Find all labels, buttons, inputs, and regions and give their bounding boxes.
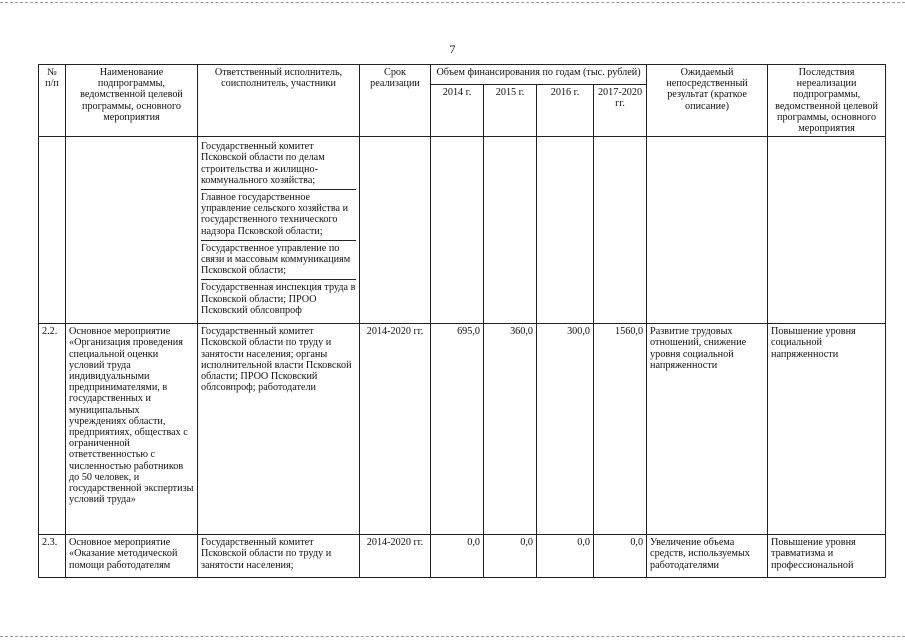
row-responsible: Государственный комитет Псковской области по труду и занятости населения; органы исполнительной власти Псковской области; ПРОО Псковский облсовпроф; работодатели <box>198 324 360 535</box>
row-num: 2.2. <box>39 324 66 535</box>
row-funding-2017-2020: 0,0 <box>594 535 647 578</box>
table-row <box>39 324 886 535</box>
scan-edge-bottom <box>0 636 905 637</box>
page-number: 7 <box>449 42 456 56</box>
row-funding-2016: 0,0 <box>537 535 594 578</box>
row-funding-2017-2020: 1560,0 <box>594 324 647 535</box>
continuation-responsible <box>198 137 360 324</box>
row-name: Основное мероприятие «Оказание методической помощи работодателям <box>66 535 198 578</box>
header-year-2017-2020: 2017-2020 гг. <box>594 85 647 137</box>
header-name: Наименование подпрограммы, ведомственной целевой программы, основного мероприятия <box>66 65 198 137</box>
header-funding: Объем финансирования по годам (тыс. рублей) <box>431 65 647 85</box>
row-funding-2014: 695,0 <box>431 324 484 535</box>
header-row <box>39 65 886 85</box>
row-responsible: Государственный комитет Псковской области по труду и занятости населения; <box>198 535 360 578</box>
row-name: Основное мероприятие «Организация проведения специальной оценки условий труда индивидуальными предпринимателями, в государственных и муниципальных учреждениях области, предприятиях, обществах с ограниченной ответственностью с численностью работников до 50 человек, и государственной экспертизы условий труда» <box>66 324 198 535</box>
row-result: Развитие трудовых отношений, снижение уровня социальной напряженности <box>647 324 768 535</box>
row-funding-2014: 0,0 <box>431 535 484 578</box>
header-consequences: Последствия нереализации подпрограммы, ведомственной целевой программы, основного мероприятия <box>768 65 886 137</box>
header-year-2015: 2015 г. <box>484 85 537 137</box>
responsible-item: Главное государственное управление сельского хозяйства и государственного технического надзора Псковской области; <box>201 189 356 240</box>
responsible-item: Государственный комитет Псковской области по делам строительства и жилищно-коммунального хозяйства; <box>201 141 325 186</box>
scan-edge-top <box>0 2 905 3</box>
row-consequences: Повышение уровня травматизма и профессиональной <box>768 535 886 578</box>
responsible-item: Государственная инспекция труда в Псковской области; ПРОО Псковский облсовпроф <box>201 279 356 319</box>
row-consequences: Повышение уровня социальной напряженности <box>768 324 886 535</box>
header-year-2014: 2014 г. <box>431 85 484 137</box>
header-result: Ожидаемый непосредственный результат (краткое описание) <box>647 65 768 137</box>
header-period: Срок реализации <box>360 65 431 137</box>
header-responsible: Ответственный исполнитель, соисполнитель, участники <box>198 65 360 137</box>
row-period: 2014-2020 гг. <box>360 324 431 535</box>
row-num: 2.3. <box>39 535 66 578</box>
responsible-item: Государственное управление по связи и массовым коммуникациям Псковской области; <box>201 240 356 280</box>
row-result: Увеличение объема средств, используемых работодателями <box>647 535 768 578</box>
table-row <box>39 535 886 578</box>
row-period: 2014-2020 гг. <box>360 535 431 578</box>
program-table <box>38 64 886 578</box>
header-num: № п/п <box>39 65 66 137</box>
continuation-row <box>39 137 886 324</box>
row-funding-2016: 300,0 <box>537 324 594 535</box>
row-funding-2015: 0,0 <box>484 535 537 578</box>
header-year-2016: 2016 г. <box>537 85 594 137</box>
row-funding-2015: 360,0 <box>484 324 537 535</box>
